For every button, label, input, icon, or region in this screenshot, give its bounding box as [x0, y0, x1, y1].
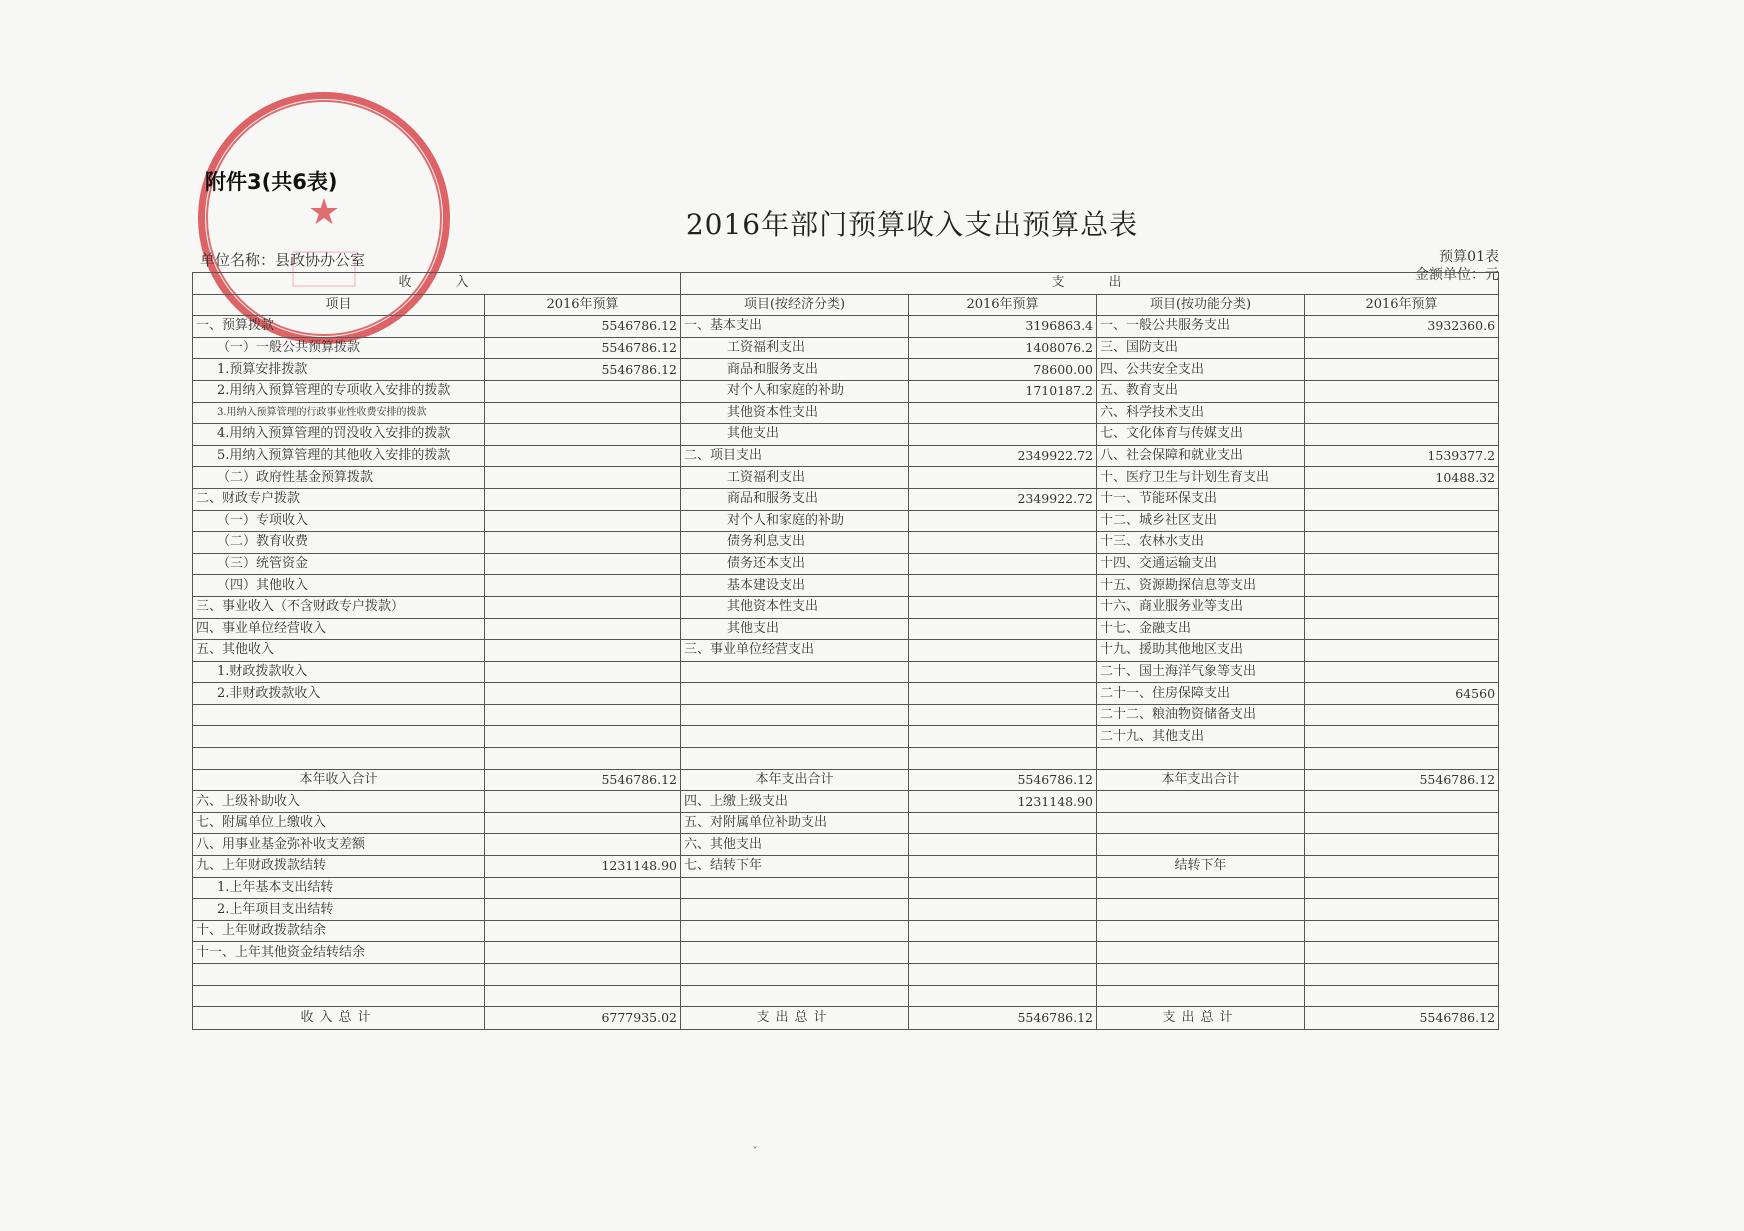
func-value-cell — [1305, 899, 1499, 921]
income-value-cell — [485, 532, 681, 554]
income-item-cell: 2.非财政拨款收入 — [193, 683, 485, 705]
econ-value-cell — [909, 726, 1097, 748]
econ-value-cell — [909, 596, 1097, 618]
func-value-cell: 5546786.12 — [1305, 1007, 1499, 1030]
attachment-label: 附件3(共6表) — [205, 170, 338, 194]
econ-value-cell — [909, 704, 1097, 726]
budget-table-body — [193, 316, 1499, 1030]
econ-value-cell: 1408076.2 — [909, 337, 1097, 359]
func-item-cell: 结转下年 — [1097, 856, 1305, 878]
func-value-cell — [1305, 532, 1499, 554]
econ-item-cell: 商品和服务支出 — [681, 488, 909, 510]
income-item-cell: 一、预算拨款 — [193, 316, 485, 338]
table-row — [193, 596, 1499, 618]
econ-value-cell: 1231148.90 — [909, 791, 1097, 813]
table-row — [193, 704, 1499, 726]
func-value-cell — [1305, 424, 1499, 446]
income-value-cell — [485, 791, 681, 813]
func-item-cell — [1097, 985, 1305, 1007]
col-func-budget: 2016年预算 — [1305, 294, 1499, 316]
func-item-cell: 十七、金融支出 — [1097, 618, 1305, 640]
func-value-cell — [1305, 359, 1499, 381]
income-item-cell: 三、事业收入（不含财政专户拨款） — [193, 596, 485, 618]
func-value-cell — [1305, 877, 1499, 899]
income-value-cell — [485, 596, 681, 618]
econ-item-cell: 其他支出 — [681, 424, 909, 446]
table-row — [193, 683, 1499, 705]
func-value-cell — [1305, 791, 1499, 813]
income-item-cell: 本年收入合计 — [193, 769, 485, 791]
income-item-cell: 六、上级补助收入 — [193, 791, 485, 813]
econ-value-cell — [909, 467, 1097, 489]
econ-value-cell — [909, 510, 1097, 532]
func-value-cell — [1305, 402, 1499, 424]
income-item-cell: 八、用事业基金弥补收支差额 — [193, 834, 485, 856]
income-value-cell — [485, 640, 681, 662]
table-row — [193, 748, 1499, 770]
income-item-cell: 收入总计 — [193, 1007, 485, 1030]
econ-item-cell: 对个人和家庭的补助 — [681, 380, 909, 402]
func-item-cell — [1097, 899, 1305, 921]
func-value-cell — [1305, 510, 1499, 532]
income-item-cell: 九、上年财政拨款结转 — [193, 856, 485, 878]
income-item-cell: 七、附属单位上缴收入 — [193, 812, 485, 834]
table-row — [193, 985, 1499, 1007]
econ-item-cell — [681, 661, 909, 683]
income-item-cell: （二）政府性基金预算拨款 — [193, 467, 485, 489]
econ-value-cell — [909, 899, 1097, 921]
table-row — [193, 856, 1499, 878]
income-value-cell: 1231148.90 — [485, 856, 681, 878]
econ-value-cell — [909, 812, 1097, 834]
document-title: 2016年部门预算收入支出预算总表 — [685, 208, 1139, 241]
income-item-cell — [193, 985, 485, 1007]
func-value-cell: 3932360.6 — [1305, 316, 1499, 338]
func-item-cell: 二十二、粮油物资储备支出 — [1097, 704, 1305, 726]
income-item-cell: 1.财政拨款收入 — [193, 661, 485, 683]
func-value-cell: 10488.32 — [1305, 467, 1499, 489]
func-value-cell — [1305, 942, 1499, 964]
func-value-cell — [1305, 380, 1499, 402]
table-row — [193, 812, 1499, 834]
econ-value-cell — [909, 856, 1097, 878]
func-value-cell — [1305, 661, 1499, 683]
income-value-cell — [485, 380, 681, 402]
econ-item-cell: 债务利息支出 — [681, 532, 909, 554]
func-item-cell: 本年支出合计 — [1097, 769, 1305, 791]
income-value-cell — [485, 467, 681, 489]
table-row — [193, 964, 1499, 986]
econ-item-cell — [681, 899, 909, 921]
income-item-cell: （二）教育收费 — [193, 532, 485, 554]
income-value-cell — [485, 877, 681, 899]
table-row — [193, 942, 1499, 964]
table-row — [193, 510, 1499, 532]
unit-name: 单位名称：县政协办公室 — [200, 251, 366, 269]
income-value-cell — [485, 985, 681, 1007]
income-item-cell: （一）一般公共预算拨款 — [193, 337, 485, 359]
econ-item-cell: 三、事业单位经营支出 — [681, 640, 909, 662]
econ-value-cell — [909, 748, 1097, 770]
func-item-cell — [1097, 964, 1305, 986]
econ-item-cell — [681, 920, 909, 942]
func-item-cell — [1097, 834, 1305, 856]
econ-item-cell: 工资福利支出 — [681, 337, 909, 359]
econ-item-cell: 其他资本性支出 — [681, 402, 909, 424]
table-row — [193, 488, 1499, 510]
table-row — [193, 769, 1499, 791]
func-item-cell: 二十一、住房保障支出 — [1097, 683, 1305, 705]
table-row — [193, 553, 1499, 575]
func-value-cell — [1305, 748, 1499, 770]
func-value-cell — [1305, 596, 1499, 618]
econ-value-cell: 1710187.2 — [909, 380, 1097, 402]
func-item-cell: 一、一般公共服务支出 — [1097, 316, 1305, 338]
income-value-cell — [485, 445, 681, 467]
func-value-cell — [1305, 575, 1499, 597]
table-row — [193, 877, 1499, 899]
table-row — [193, 402, 1499, 424]
func-value-cell — [1305, 726, 1499, 748]
func-value-cell — [1305, 985, 1499, 1007]
func-item-cell: 三、国防支出 — [1097, 337, 1305, 359]
income-value-cell — [485, 748, 681, 770]
income-value-cell — [485, 812, 681, 834]
income-value-cell — [485, 510, 681, 532]
income-value-cell: 5546786.12 — [485, 337, 681, 359]
expense-section-header: 支 出 — [681, 273, 1499, 295]
econ-item-cell: 商品和服务支出 — [681, 359, 909, 381]
econ-value-cell — [909, 942, 1097, 964]
table-row — [193, 1007, 1499, 1030]
econ-item-cell — [681, 748, 909, 770]
income-item-cell: 1.上年基本支出结转 — [193, 877, 485, 899]
func-value-cell — [1305, 812, 1499, 834]
econ-item-cell: 支出总计 — [681, 1007, 909, 1030]
func-item-cell: 十二、城乡社区支出 — [1097, 510, 1305, 532]
table-row — [193, 899, 1499, 921]
income-value-cell — [485, 618, 681, 640]
econ-item-cell — [681, 683, 909, 705]
econ-item-cell: 其他支出 — [681, 618, 909, 640]
func-item-cell — [1097, 791, 1305, 813]
table-row — [193, 726, 1499, 748]
func-item-cell: 十一、节能环保支出 — [1097, 488, 1305, 510]
income-value-cell — [485, 726, 681, 748]
income-item-cell: 二、财政专户拨款 — [193, 488, 485, 510]
econ-item-cell: 工资福利支出 — [681, 467, 909, 489]
table-row — [193, 424, 1499, 446]
econ-item-cell: 五、对附属单位补助支出 — [681, 812, 909, 834]
econ-item-cell — [681, 964, 909, 986]
column-header-row — [193, 294, 1499, 316]
table-row — [193, 316, 1499, 338]
income-item-cell: 3.用纳入预算管理的行政事业性收费安排的拨款 — [193, 402, 485, 424]
income-item-cell: 1.预算安排拨款 — [193, 359, 485, 381]
income-value-cell — [485, 661, 681, 683]
econ-item-cell: 基本建设支出 — [681, 575, 909, 597]
table-row — [193, 791, 1499, 813]
func-value-cell — [1305, 704, 1499, 726]
econ-value-cell — [909, 424, 1097, 446]
econ-item-cell: 本年支出合计 — [681, 769, 909, 791]
econ-item-cell: 一、基本支出 — [681, 316, 909, 338]
income-value-cell — [485, 964, 681, 986]
income-value-cell: 5546786.12 — [485, 359, 681, 381]
scan-mark: ˇ — [752, 1145, 758, 1159]
svg-text:★: ★ — [307, 192, 341, 233]
econ-value-cell — [909, 920, 1097, 942]
income-item-cell — [193, 726, 485, 748]
income-item-cell: 十一、上年其他资金结转结余 — [193, 942, 485, 964]
income-value-cell — [485, 704, 681, 726]
func-item-cell: 六、科学技术支出 — [1097, 402, 1305, 424]
econ-item-cell: 债务还本支出 — [681, 553, 909, 575]
income-value-cell — [485, 402, 681, 424]
table-row — [193, 661, 1499, 683]
econ-value-cell — [909, 661, 1097, 683]
table-row — [193, 532, 1499, 554]
table-row — [193, 640, 1499, 662]
income-item-cell: 5.用纳入预算管理的其他收入安排的拨款 — [193, 445, 485, 467]
econ-value-cell — [909, 964, 1097, 986]
income-value-cell — [485, 899, 681, 921]
func-item-cell — [1097, 748, 1305, 770]
table-row — [193, 445, 1499, 467]
func-item-cell: 二十九、其他支出 — [1097, 726, 1305, 748]
form-code: 预算01表 — [1439, 249, 1499, 265]
econ-value-cell: 2349922.72 — [909, 488, 1097, 510]
col-income-budget: 2016年预算 — [485, 294, 681, 316]
econ-item-cell — [681, 726, 909, 748]
econ-item-cell: 六、其他支出 — [681, 834, 909, 856]
func-item-cell: 四、公共安全支出 — [1097, 359, 1305, 381]
econ-value-cell: 2349922.72 — [909, 445, 1097, 467]
econ-item-cell: 其他资本性支出 — [681, 596, 909, 618]
func-value-cell — [1305, 964, 1499, 986]
func-item-cell — [1097, 812, 1305, 834]
func-item-cell — [1097, 877, 1305, 899]
func-item-cell: 十、医疗卫生与计划生育支出 — [1097, 467, 1305, 489]
econ-item-cell — [681, 985, 909, 1007]
income-item-cell — [193, 748, 485, 770]
income-item-cell: 四、事业单位经营收入 — [193, 618, 485, 640]
func-item-cell: 五、教育支出 — [1097, 380, 1305, 402]
table-row — [193, 359, 1499, 381]
income-value-cell — [485, 683, 681, 705]
income-item-cell: （三）统管资金 — [193, 553, 485, 575]
econ-value-cell: 5546786.12 — [909, 1007, 1097, 1030]
income-section-header: 收 入 — [193, 273, 681, 295]
econ-value-cell — [909, 532, 1097, 554]
econ-value-cell — [909, 877, 1097, 899]
income-value-cell: 5546786.12 — [485, 769, 681, 791]
econ-item-cell — [681, 704, 909, 726]
money-unit: 金额单位：元 — [1415, 267, 1499, 283]
func-value-cell — [1305, 618, 1499, 640]
income-value-cell — [485, 553, 681, 575]
econ-value-cell — [909, 834, 1097, 856]
income-value-cell — [485, 488, 681, 510]
income-item-cell: 十、上年财政拨款结余 — [193, 920, 485, 942]
func-item-cell: 二十、国土海洋气象等支出 — [1097, 661, 1305, 683]
econ-value-cell — [909, 640, 1097, 662]
func-value-cell — [1305, 834, 1499, 856]
func-item-cell: 支出总计 — [1097, 1007, 1305, 1030]
section-header-row — [193, 273, 1499, 295]
func-value-cell: 1539377.2 — [1305, 445, 1499, 467]
econ-value-cell: 5546786.12 — [909, 769, 1097, 791]
col-func-item: 项目(按功能分类) — [1097, 294, 1305, 316]
econ-item-cell — [681, 942, 909, 964]
col-econ-budget: 2016年预算 — [909, 294, 1097, 316]
income-item-cell: 4.用纳入预算管理的罚没收入安排的拨款 — [193, 424, 485, 446]
income-item-cell: 2.用纳入预算管理的专项收入安排的拨款 — [193, 380, 485, 402]
econ-value-cell — [909, 402, 1097, 424]
func-value-cell — [1305, 640, 1499, 662]
func-value-cell — [1305, 553, 1499, 575]
income-item-cell: 2.上年项目支出结转 — [193, 899, 485, 921]
func-item-cell: 十六、商业服务业等支出 — [1097, 596, 1305, 618]
func-value-cell — [1305, 856, 1499, 878]
table-row — [193, 467, 1499, 489]
income-value-cell — [485, 424, 681, 446]
col-income-item: 项目 — [193, 294, 485, 316]
econ-value-cell — [909, 618, 1097, 640]
func-value-cell — [1305, 337, 1499, 359]
func-value-cell — [1305, 488, 1499, 510]
econ-item-cell: 二、项目支出 — [681, 445, 909, 467]
func-value-cell: 5546786.12 — [1305, 769, 1499, 791]
econ-value-cell: 3196863.4 — [909, 316, 1097, 338]
func-item-cell — [1097, 942, 1305, 964]
income-value-cell — [485, 942, 681, 964]
func-item-cell: 十三、农林水支出 — [1097, 532, 1305, 554]
table-row — [193, 337, 1499, 359]
income-value-cell — [485, 834, 681, 856]
econ-value-cell — [909, 575, 1097, 597]
income-item-cell: （四）其他收入 — [193, 575, 485, 597]
econ-item-cell: 七、结转下年 — [681, 856, 909, 878]
income-value-cell: 5546786.12 — [485, 316, 681, 338]
econ-item-cell: 对个人和家庭的补助 — [681, 510, 909, 532]
table-row — [193, 920, 1499, 942]
econ-item-cell: 四、上缴上级支出 — [681, 791, 909, 813]
func-item-cell: 七、文化体育与传媒支出 — [1097, 424, 1305, 446]
income-value-cell — [485, 920, 681, 942]
econ-item-cell — [681, 877, 909, 899]
econ-value-cell — [909, 683, 1097, 705]
income-value-cell: 6777935.02 — [485, 1007, 681, 1030]
econ-value-cell — [909, 985, 1097, 1007]
func-item-cell: 十四、交通运输支出 — [1097, 553, 1305, 575]
table-row — [193, 380, 1499, 402]
econ-value-cell — [909, 553, 1097, 575]
table-row — [193, 834, 1499, 856]
func-value-cell: 64560 — [1305, 683, 1499, 705]
budget-table — [192, 272, 1499, 1030]
income-item-cell: 五、其他收入 — [193, 640, 485, 662]
func-item-cell: 八、社会保障和就业支出 — [1097, 445, 1305, 467]
econ-value-cell: 78600.00 — [909, 359, 1097, 381]
func-item-cell: 十九、援助其他地区支出 — [1097, 640, 1305, 662]
table-row — [193, 618, 1499, 640]
income-value-cell — [485, 575, 681, 597]
col-econ-item: 项目(按经济分类) — [681, 294, 909, 316]
income-item-cell — [193, 704, 485, 726]
income-item-cell — [193, 964, 485, 986]
func-item-cell — [1097, 920, 1305, 942]
func-value-cell — [1305, 920, 1499, 942]
income-item-cell: （一）专项收入 — [193, 510, 485, 532]
table-row — [193, 575, 1499, 597]
func-item-cell: 十五、资源勘探信息等支出 — [1097, 575, 1305, 597]
